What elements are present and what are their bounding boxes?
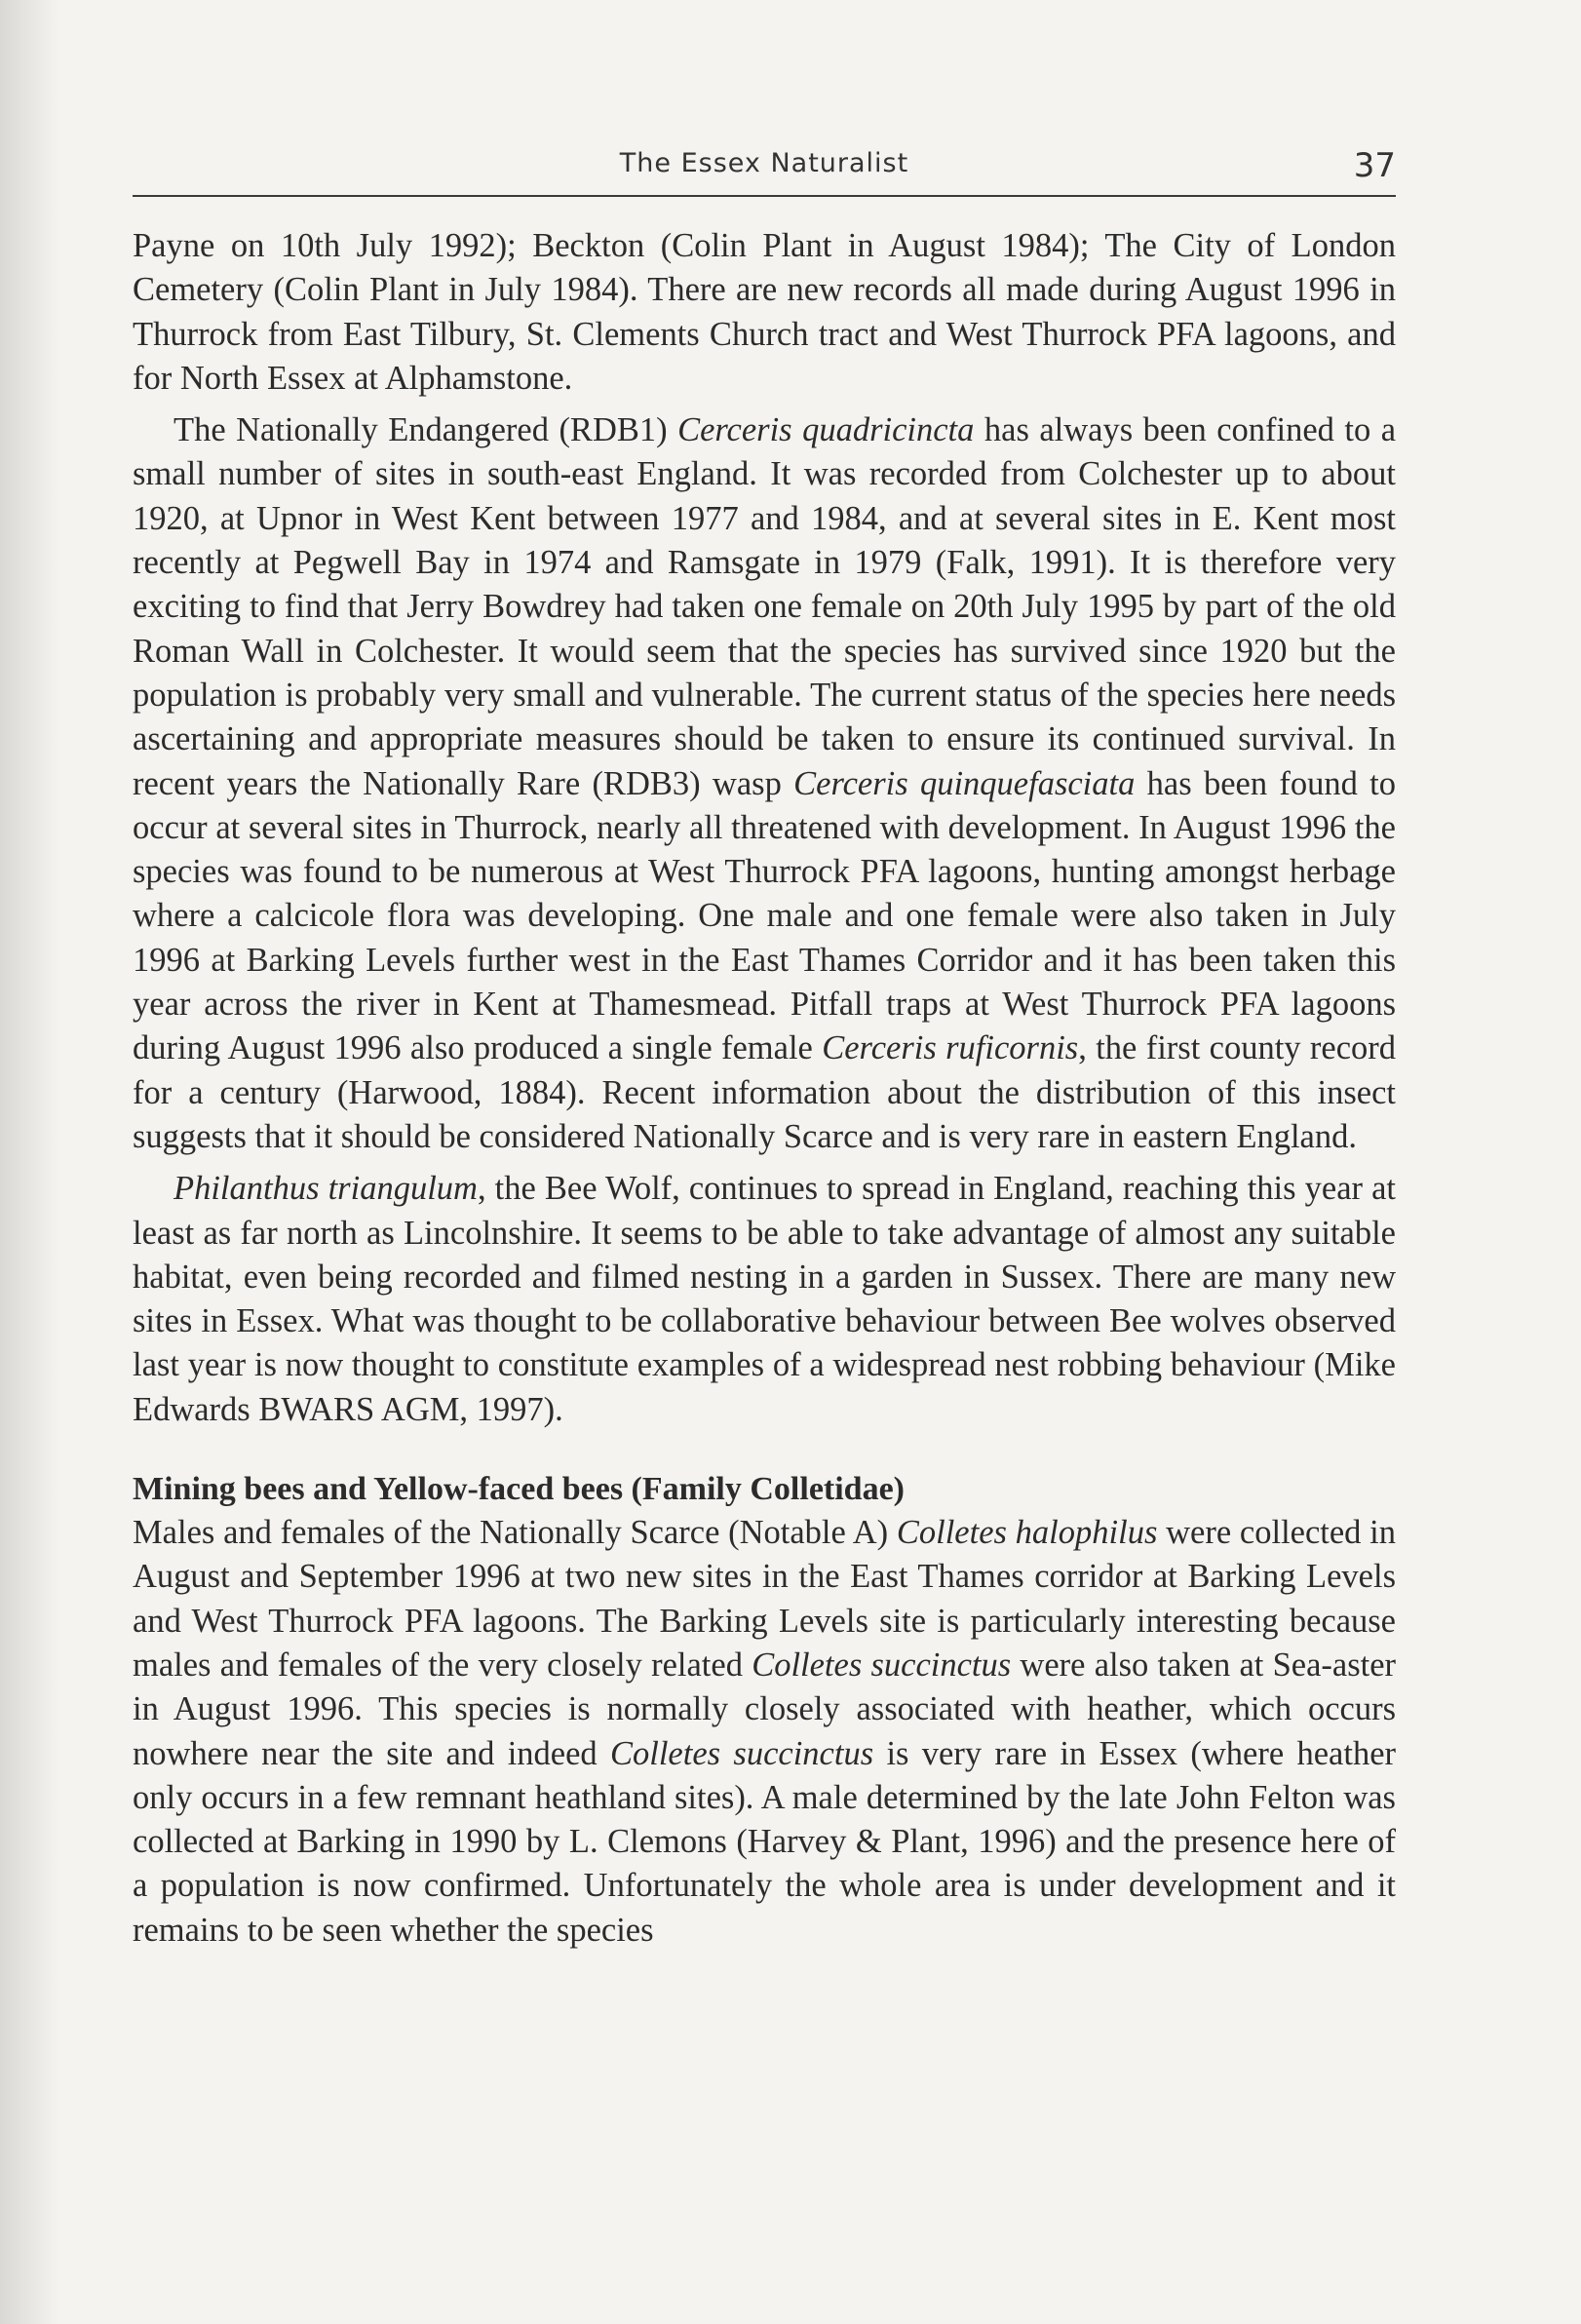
paragraph-group bbox=[133, 224, 1396, 1432]
scan-shadow bbox=[0, 0, 58, 2324]
italic-text: Cerceris ruficornis bbox=[822, 1029, 1079, 1067]
italic-text: Colletes succinctus bbox=[752, 1646, 1012, 1684]
journal-name: The Essex Naturalist bbox=[619, 148, 909, 178]
article-body bbox=[133, 224, 1396, 1953]
text-segment: , the first county record for a century (Harwood, 1884). Recent information about the distribution of this insect suggests that it should be considered Nationally Scarce and is very rare in eastern England. bbox=[133, 1029, 1396, 1155]
page bbox=[133, 127, 1396, 2324]
italic-text: Colletes halophilus bbox=[896, 1514, 1158, 1552]
paragraph bbox=[133, 1167, 1396, 1432]
text-segment: has always been confined to a small number of sites in south-east England. It was recorded from Colchester up to about 1920, at Upnor in West Kent between 1977 and 1984, and at several sites in E. Kent most recently at Pegwell Bay in 1974 and Ramsgate in 1979 (Falk, 1991). It is therefore very exciting to find that Jerry Bowdrey had taken one female on 20th July 1995 by part of the old Roman Wall in Colchester. It would seem that the species has survived since 1920 but the population is probably very small and vulnerable. The current status of the species here needs ascertaining and appropriate measures should be taken to ensure its continued survival. In recent years the Nationally Rare (RDB3) wasp bbox=[133, 411, 1397, 802]
paragraph bbox=[133, 1511, 1396, 1953]
section-heading: Mining bees and Yellow-faced bees (Family Colletidae) bbox=[133, 1471, 905, 1508]
italic-text: Colletes succinctus bbox=[610, 1734, 874, 1772]
italic-text: Philanthus triangulum bbox=[174, 1170, 478, 1208]
paragraph bbox=[133, 224, 1396, 401]
text-segment: were also taken at Sea-aster in August 1996. This species is normally closely associated with heather, which occurs nowhere near the site and indeed bbox=[133, 1646, 1397, 1772]
text-segment: , the Bee Wolf, continues to spread in England, reaching this year at least as far north as Lincolnshire. It seems to be able to take advantage of almost any suitable habitat, even being recorded and filmed nesting in a garden in Sussex. There are many new sites in Essex. What was thought to be collaborative behaviour between Bee wolves observed last year is now thought to constitute examples of a widespread nest robbing behaviour (Mike Edwards BWARS AGM, 1997). bbox=[133, 1170, 1396, 1428]
section-paragraph-group bbox=[133, 1511, 1396, 1953]
text-segment: were collected in August and September 1996 at two new sites in the East Thames corridor at Barking Levels and West Thurrock PFA lagoons. The Barking Levels site is particularly interesting because males and females of the very closely related bbox=[133, 1514, 1397, 1684]
page-number: 37 bbox=[1353, 146, 1396, 185]
text-segment: Payne on 10th July 1992); Beckton (Colin Plant in August 1984); The City of London Cemetery (Colin Plant in July 1984). There are new records all made during August 1996 in Thurrock from East Tilbury, St. Clements Church tract and West Thurrock PFA lagoons, and for North Essex at Alphamstone. bbox=[133, 227, 1396, 397]
running-header bbox=[133, 127, 1396, 197]
text-segment: Males and females of the Nationally Scarce (Notable A) bbox=[133, 1514, 897, 1552]
text-segment: has been found to occur at several sites in Thurrock, nearly all threatened with development. In August 1996 the species was found to be numerous at West Thurrock PFA lagoons, hunting amongst herbage where a calcicole flora was developing. One male and one female were also taken in July 1996 at Barking Levels further west in the East Thames Corridor and it has been taken this year across the river in Kent at Thamesmead. Pitfall traps at West Thurrock PFA lagoons during August 1996 also produced a single female bbox=[133, 764, 1396, 1067]
text-segment: The Nationally Endangered (RDB1) bbox=[174, 411, 678, 449]
italic-text: Cerceris quinquefasciata bbox=[793, 764, 1136, 802]
text-segment: is very rare in Essex (where heather only occurs in a few remnant heathland sites). A male determined by the late John Felton was collected at Barking in 1990 by L. Clemons (Harvey & Plant, 1996) and the presence here of a population is now confirmed. Unfortunately the whole area is under development and it remains to be seen whether the species bbox=[133, 1734, 1396, 1949]
paragraph bbox=[133, 408, 1396, 1159]
italic-text: Cerceris quadricincta bbox=[677, 411, 975, 449]
